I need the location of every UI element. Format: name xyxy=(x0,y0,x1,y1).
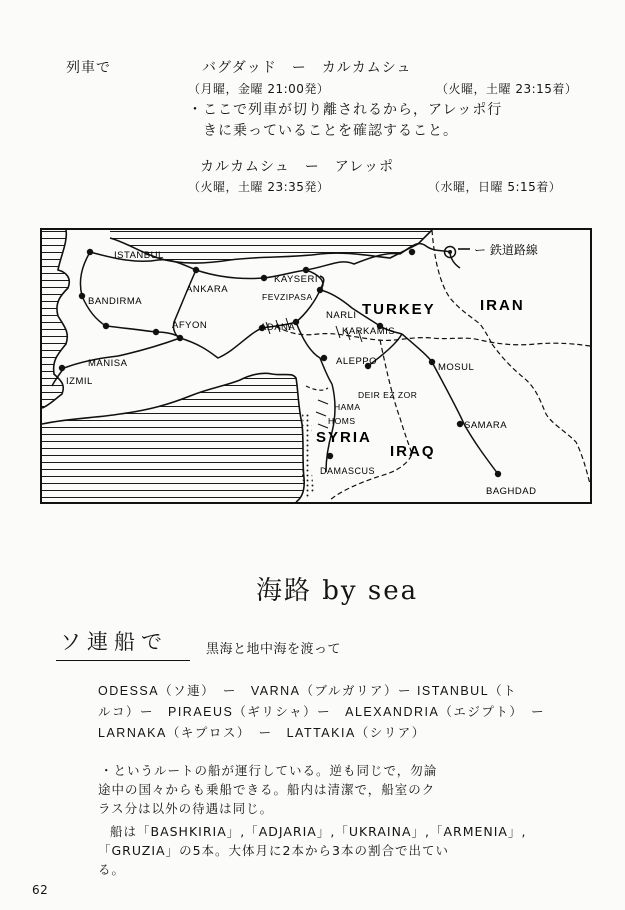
city-samara: SAMARA xyxy=(464,420,508,431)
sea-subheading: ソ連船で xyxy=(60,630,168,654)
city-mosul: MOSUL xyxy=(438,362,475,373)
subheading-underline xyxy=(56,660,190,661)
city-adana: ADANA xyxy=(260,322,296,333)
city-karkamis: KARKAMIS xyxy=(342,326,396,337)
sea-route-line3: LARNAKA（キプロス） ー LATTAKIA（シリア） xyxy=(98,726,426,740)
city-hama: HAMA xyxy=(334,402,361,412)
city-afyon: AFYON xyxy=(172,320,208,331)
city-baghdad: BAGHDAD xyxy=(486,486,537,497)
route2-arrive: （水曜，日曜 5:15着） xyxy=(428,180,562,194)
city-narli: NARLI xyxy=(326,310,357,321)
route1-depart: （月曜，金曜 21:00発） xyxy=(188,82,330,96)
city-ankara: ANKARA xyxy=(186,284,229,295)
route2-title: カルカムシュ ー アレッポ xyxy=(200,159,395,175)
map-drawing xyxy=(40,228,592,504)
sea-route-line2: ルコ）ー PIRAEUS（ギリシャ）ー ALEXANDRIA（エジプト） ー xyxy=(98,705,546,719)
para-line1: ・というルートの船が運行している。逆も同じで，勿論 xyxy=(100,763,438,778)
route1-title: バグダッド ー カルカムシュ xyxy=(202,60,412,76)
city-deir: DEIR EZ ZOR xyxy=(358,390,418,400)
country-turkey: TURKEY xyxy=(362,301,436,318)
sea-route-line1: ODESSA（ソ連） ー VARNA（ブルガリア）ー ISTANBUL（ト xyxy=(98,684,518,698)
city-aleppo: ALEPPO xyxy=(336,356,378,367)
route2-depart: （火曜，土曜 23:35発） xyxy=(188,180,330,194)
legend-label: ー 鉄道路線 xyxy=(474,243,538,257)
para-line4: 船は「BASHKIRIA」,「ADJARIA」,「UKRAINA」,「ARMENIA」, xyxy=(110,824,527,839)
sea-heading: 海路 by sea xyxy=(256,576,419,606)
train-heading: 列車で xyxy=(66,60,111,76)
route1-note-line1: ・ここで列車が切り離されるから，アレッポ行 xyxy=(188,102,503,118)
country-syria: SYRIA xyxy=(316,429,372,446)
city-kayseri: KAYSERI xyxy=(274,274,318,285)
country-iran: IRAN xyxy=(480,297,525,314)
page-number: 62 xyxy=(32,883,49,897)
city-bandirma: BANDIRMA xyxy=(88,296,143,307)
para-line2: 途中の国々からも乗船できる。船内は清潔で，船室のク xyxy=(98,782,436,797)
city-homs: HOMS xyxy=(328,416,356,426)
city-manisa: MANISA xyxy=(88,358,128,369)
country-iraq: IRAQ xyxy=(390,443,436,460)
para-line6: る。 xyxy=(98,862,126,877)
city-fevzipasa: FEVZIPASA xyxy=(262,292,313,302)
city-izmil: IZMIL xyxy=(66,376,93,387)
city-istanbul: ISTANBUL xyxy=(114,250,164,261)
para-line5: 「GRUZIA」の5本。大体月に2本から3本の割合で出てい xyxy=(98,843,449,858)
sea-subnote: 黒海と地中海を渡って xyxy=(206,642,342,657)
city-damascus: DAMASCUS xyxy=(320,466,376,476)
route1-arrive: （火曜，土曜 23:15着） xyxy=(436,82,578,96)
railway-map xyxy=(40,228,592,504)
route1-note-line2: きに乗っていることを確認すること。 xyxy=(203,123,458,139)
para-line3: ラス分は以外の待遇は同じ。 xyxy=(98,801,274,816)
